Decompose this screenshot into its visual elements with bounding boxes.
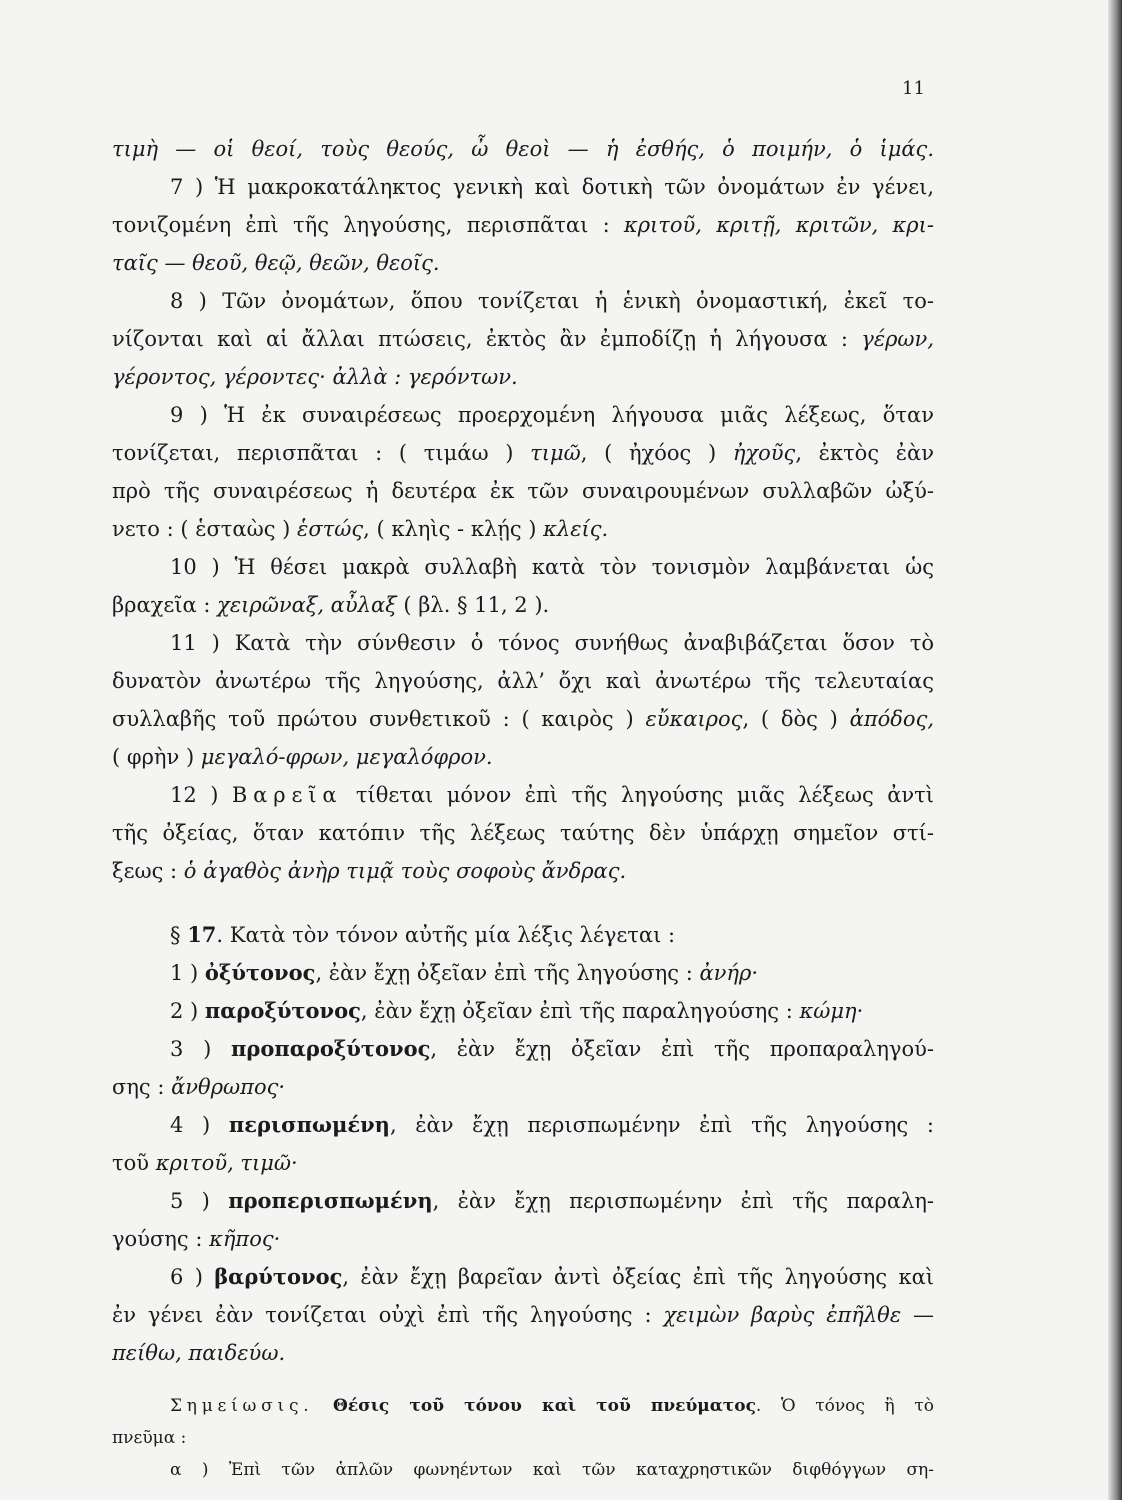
text-line: τῆς ὀξείας, ὅταν κατόπιν τῆς λέξεως ταύτης δὲν ὑπάρχῃ σημεῖον στί- — [112, 821, 934, 845]
text-line: ( φρὴν ) μεγαλό-φρων, μεγαλόφρον. — [112, 745, 493, 769]
text-line: τιμὴ — οἱ θεοί, τοὺς θεούς, ὦ θεοὶ — ἡ ἐσθής, ὁ ποιμήν, ὁ ἱμάς. — [112, 137, 934, 161]
text-line: γέροντος, γέροντες· ἀλλὰ : γερόντων. — [112, 365, 518, 389]
text-line: πρὸ τῆς συναιρέσεως ἡ δευτέρα ἐκ τῶν συναιρουμένων συλλαβῶν ὠξύ- — [112, 479, 934, 503]
rule-11: 11 ) Κατὰ τὴν σύνθεσιν ὁ τόνος συνήθως ἀναβιβάζεται ὅσον τὸ — [170, 631, 934, 655]
text-line: ξεως : ὁ ἀγαθὸς ἀνὴρ τιμᾷ τοὺς σοφοὺς ἄνδρας. — [112, 859, 627, 883]
rule-9: 9 ) Ἡ ἐκ συναιρέσεως προερχομένη λήγουσα μιᾶς λέξεως, ὅταν — [170, 403, 934, 427]
page-body — [112, 130, 934, 1486]
note-heading: Σημείωσις. Θέσις τοῦ τόνου καὶ τοῦ πνεύματος. Ὁ τόνος ἢ τὸ — [170, 1396, 934, 1416]
section-gap — [112, 890, 934, 916]
text-line: ἐν γένει ἐὰν τονίζεται οὐχὶ ἐπὶ τῆς ληγούσης : χειμὼν βαρὺς ἐπῆλθε — — [112, 1303, 934, 1327]
text-line: ταῖς — θεοῦ, θεῷ, θεῶν, θεοῖς. — [112, 251, 440, 275]
section-17-heading: § 17. Κατὰ τὸν τόνον αὐτῆς μία λέξις λέγεται : — [170, 922, 676, 947]
note-block — [112, 1390, 934, 1486]
text-line: νετο : ( ἑσταὼς ) ἑστώς, ( κληὶς - κλῄς ) κλείς. — [112, 517, 609, 541]
text-line: τοῦ κριτοῦ, τιμῶ· — [112, 1151, 298, 1175]
text-line: πνεῦμα : — [112, 1428, 187, 1448]
item-properispomenon: 5 ) προπερισπωμένη, ἐὰν ἔχῃ περισπωμένην ἐπὶ τῆς παραλη- — [170, 1188, 934, 1213]
text-line: σης : ἄνθρωπος· — [112, 1075, 286, 1099]
text-line: συλλαβῆς τοῦ πρώτου συνθετικοῦ : ( καιρὸς ) εὔκαιρος, ( δὸς ) ἀπόδος, — [112, 707, 934, 731]
book-binding-shadow — [1108, 0, 1122, 1500]
text-line: βραχεῖα : χειρῶναξ, αὖλαξ ( βλ. § 11, 2 ). — [112, 593, 550, 617]
page-number: 11 — [902, 78, 925, 99]
rule-7: 7 ) Ἡ μακροκατάληκτος γενικὴ καὶ δοτικὴ τῶν ὀνομάτων ἐν γένει, — [170, 175, 934, 199]
item-perispomenon: 4 ) περισπωμένη, ἐὰν ἔχῃ περισπωμένην ἐπὶ τῆς ληγούσης : — [170, 1112, 934, 1137]
text-line: τονίζεται, περισπᾶται : ( τιμάω ) τιμῶ, ( ἠχόος ) ἠχοῦς, ἐκτὸς ἐὰν — [112, 441, 934, 465]
item-oxytone: 1 ) ὀξύτονος, ἐὰν ἔχῃ ὀξεῖαν ἐπὶ τῆς ληγούσης : ἀνήρ· — [170, 960, 759, 985]
item-paroxytone: 2 ) παροξύτονος, ἐὰν ἔχῃ ὀξεῖαν ἐπὶ τῆς παραληγούσης : κώμη· — [170, 998, 864, 1023]
item-barytone: 6 ) βαρύτονος, ἐὰν ἔχῃ βαρεῖαν ἀντὶ ὀξείας ἐπὶ τῆς ληγούσης καὶ — [170, 1264, 934, 1289]
item-proparoxytone: 3 ) προπαροξύτονος, ἐὰν ἔχῃ ὀξεῖαν ἐπὶ τῆς προπαραληγού- — [170, 1036, 934, 1061]
note-item-a: α ) Ἐπὶ τῶν ἁπλῶν φωνηέντων καὶ τῶν καταχρηστικῶν διφθόγγων ση- — [170, 1460, 934, 1480]
text-line: τονιζομένη ἐπὶ τῆς ληγούσης, περισπᾶται : κριτοῦ, κριτῇ, κριτῶν, κρι- — [112, 213, 934, 237]
rule-12: 12 ) Βαρεῖα τίθεται μόνον ἐπὶ τῆς ληγούσης μιᾶς λέξεως ἀντὶ — [170, 783, 934, 807]
text-line: δυνατὸν ἀνωτέρω τῆς ληγούσης, ἀλλ’ ὄχι καὶ ἀνωτέρω τῆς τελευταίας — [112, 669, 934, 693]
text-line: πείθω, παιδεύω. — [112, 1341, 286, 1365]
text-line: γούσης : κῆπος· — [112, 1227, 281, 1251]
rule-10: 10 ) Ἡ θέσει μακρὰ συλλαβὴ κατὰ τὸν τονισμὸν λαμβάνεται ὡς — [170, 555, 934, 579]
text-line: νίζονται καὶ αἱ ἄλλαι πτώσεις, ἐκτὸς ἂν ἐμποδίζῃ ἡ λήγουσα : γέρων, — [112, 327, 934, 351]
rule-8: 8 ) Τῶν ὀνομάτων, ὅπου τονίζεται ἡ ἑνικὴ ὀνομαστική, ἐκεῖ το- — [170, 289, 934, 313]
